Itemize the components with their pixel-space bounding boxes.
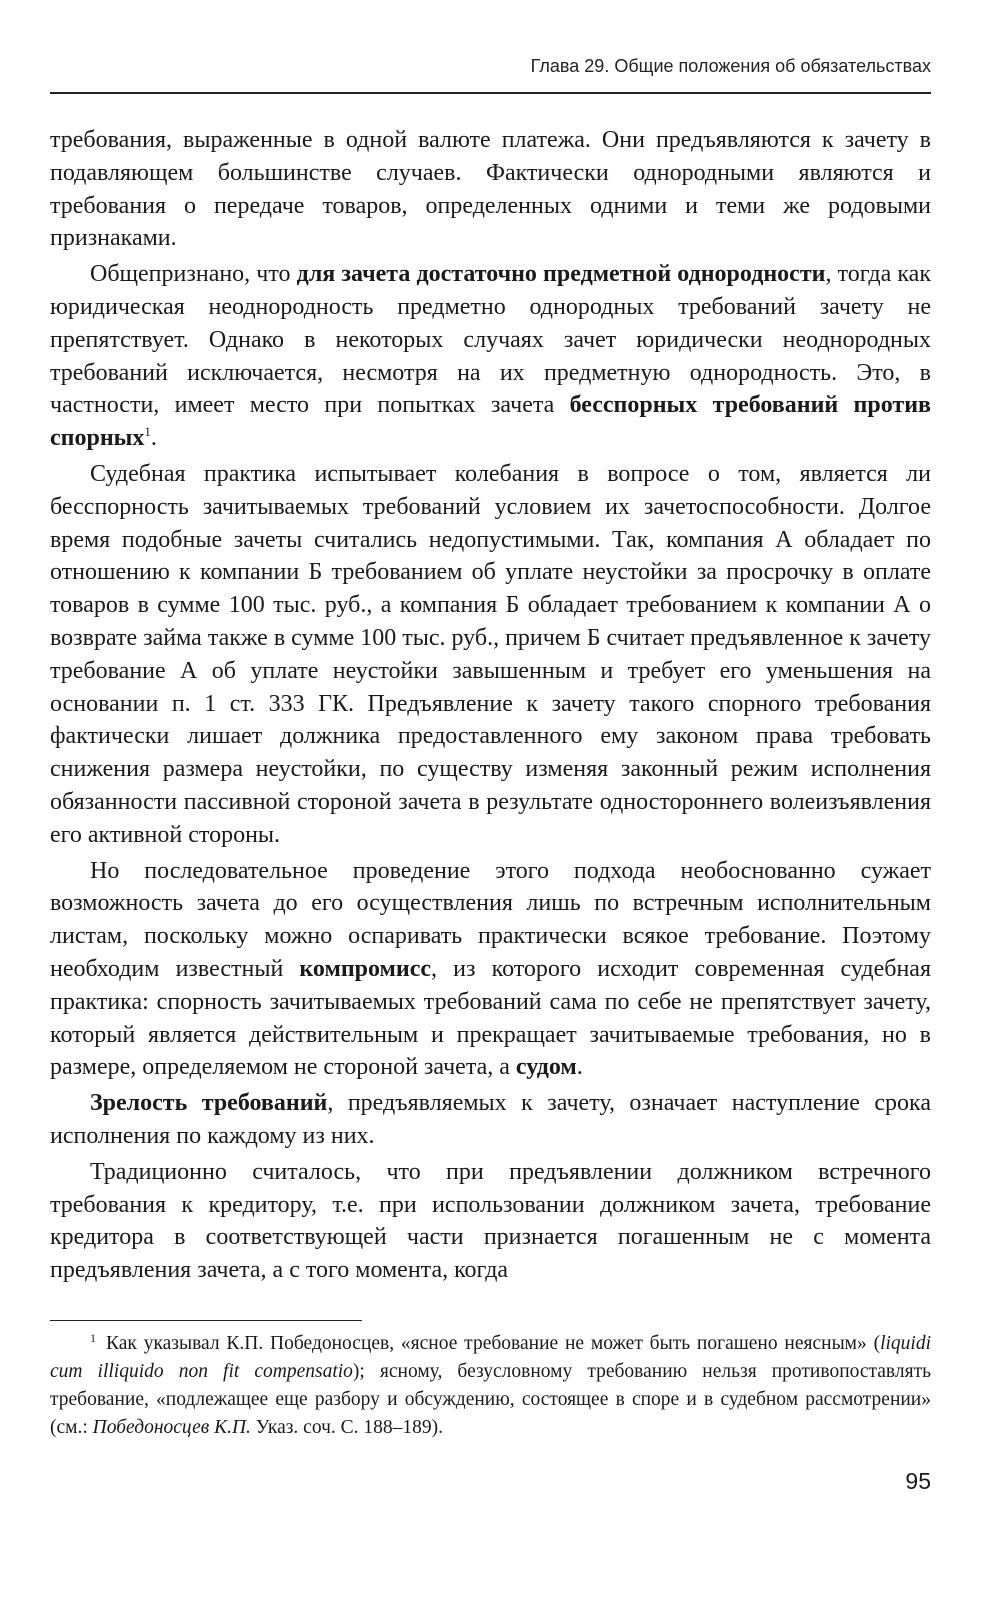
paragraph-6-text: Традиционно считалось, что при предъявлении должником встречного требования к кредитору, т.е. при использовании должником зачета, требование кредитора в соответствующей части признается погашенным не с момента предъявления зачета, а с того момента, когда <box>50 1158 931 1284</box>
footnote-author: Победоносцев К.П. <box>92 1417 251 1438</box>
paragraph-2 <box>50 258 931 455</box>
paragraph-4-text-a: Но последовательное проведение этого подхода необоснованно сужает возможность зачета до его осуществления лишь по встречным исполнительным листам, поскольку можно оспаривать практически всякое требование. Поэтому необходим известный <box>50 857 931 982</box>
paragraph-2-bold-b: бесспорных требований против спорных <box>50 392 931 452</box>
paragraph-5-bold: Зрелость требований <box>90 1090 328 1117</box>
paragraph-2-text-a: Общепризнано, что <box>90 261 297 288</box>
footnote-text-c: Указ. соч. С. 188–189). <box>250 1417 444 1438</box>
header-rule <box>50 92 931 94</box>
paragraph-2-bold-a: для зачета достаточно предметной однородности <box>296 261 826 288</box>
paragraph-4-text-c: . <box>576 1054 583 1081</box>
footnote-latin-quote: liquidi cum illiquido non fit compensatio <box>50 1333 931 1382</box>
footnote-text-b: ); ясному, безусловному требованию нельзя противопоставлять требование, «подлежащее еще разбору и обсуждению, состоящее в споре и в судебном рассмотрении» (см.: <box>50 1361 931 1438</box>
paragraph-2-text-c: . <box>150 425 157 452</box>
paragraph-6 <box>50 1156 931 1287</box>
running-header: Глава 29. Общие положения об обязательствах <box>530 56 931 76</box>
paragraph-4-bold-b: судом <box>515 1054 577 1081</box>
paragraph-4 <box>50 855 931 1085</box>
page-number: 95 <box>905 1468 931 1494</box>
paragraph-1 <box>50 124 931 255</box>
paragraph-1-text: требования, выраженные в одной валюте платежа. Они предъявляются к зачету в подавляющем большинстве случаев. Фактически однородными являются и требования о передаче товаров, определенных одними и теми же родовыми признаками. <box>50 127 931 252</box>
paragraph-4-bold-a: компромисс <box>299 955 432 982</box>
footnote-reference[interactable]: 1 <box>144 424 151 440</box>
footnote <box>50 1330 931 1442</box>
paragraph-3 <box>50 458 931 852</box>
footnote-rule <box>50 1320 362 1321</box>
paragraph-3-text: Судебная практика испытывает колебания в вопросе о том, является ли бесспорность зачитываемых требований условием их зачетоспособности. Долгое время подобные зачеты считались недопустимыми. Так, компания А обладает по отношению к компании Б требованием об уплате неустойки за просрочку в оплате товаров в сумме 100 тыс. руб., а компания Б обладает требованием к компании А о возврате займа также в сумме 100 тыс. руб., причем Б считает предъявленное к зачету требование А об уплате неустойки завышенным и требует его уменьшения на основании п. 1 ст. 333 ГК. Предъявление к зачету такого спорного требования фактически лишает должника предоставленного ему законом права требовать снижения размера неустойки, по существу изменяя законный режим исполнения обязанности пассивной стороной зачета в результате одностороннего волеизъявления его активной стороны. <box>50 460 931 848</box>
footnote-text-a: Как указывал К.П. Победоносцев, «ясное требование не может быть погашено неясным» ( <box>106 1333 881 1354</box>
footnote-marker: 1 <box>90 1330 96 1345</box>
paragraph-5 <box>50 1087 931 1153</box>
paragraph-4-text-b: , из которого исходит современная судебная практика: спорность зачитываемых требований сама по себе не препятствует зачету, который является действительным и прекращает зачитываемые требования, но в размере, определяемом не стороной зачета, а <box>50 955 931 1081</box>
body-text <box>50 124 931 1290</box>
paragraph-2-text-b: , тогда как юридическая неоднородность предметно однородных требований зачету не препятствует. Однако в некоторых случаях зачет юридически неоднородных требований исключается, несмотря на их предметную однородность. Это, в частности, имеет место при попытках зачета <box>50 261 931 419</box>
paragraph-5-text: , предъявляемых к зачету, означает наступление срока исполнения по каждому из них. <box>50 1090 931 1149</box>
